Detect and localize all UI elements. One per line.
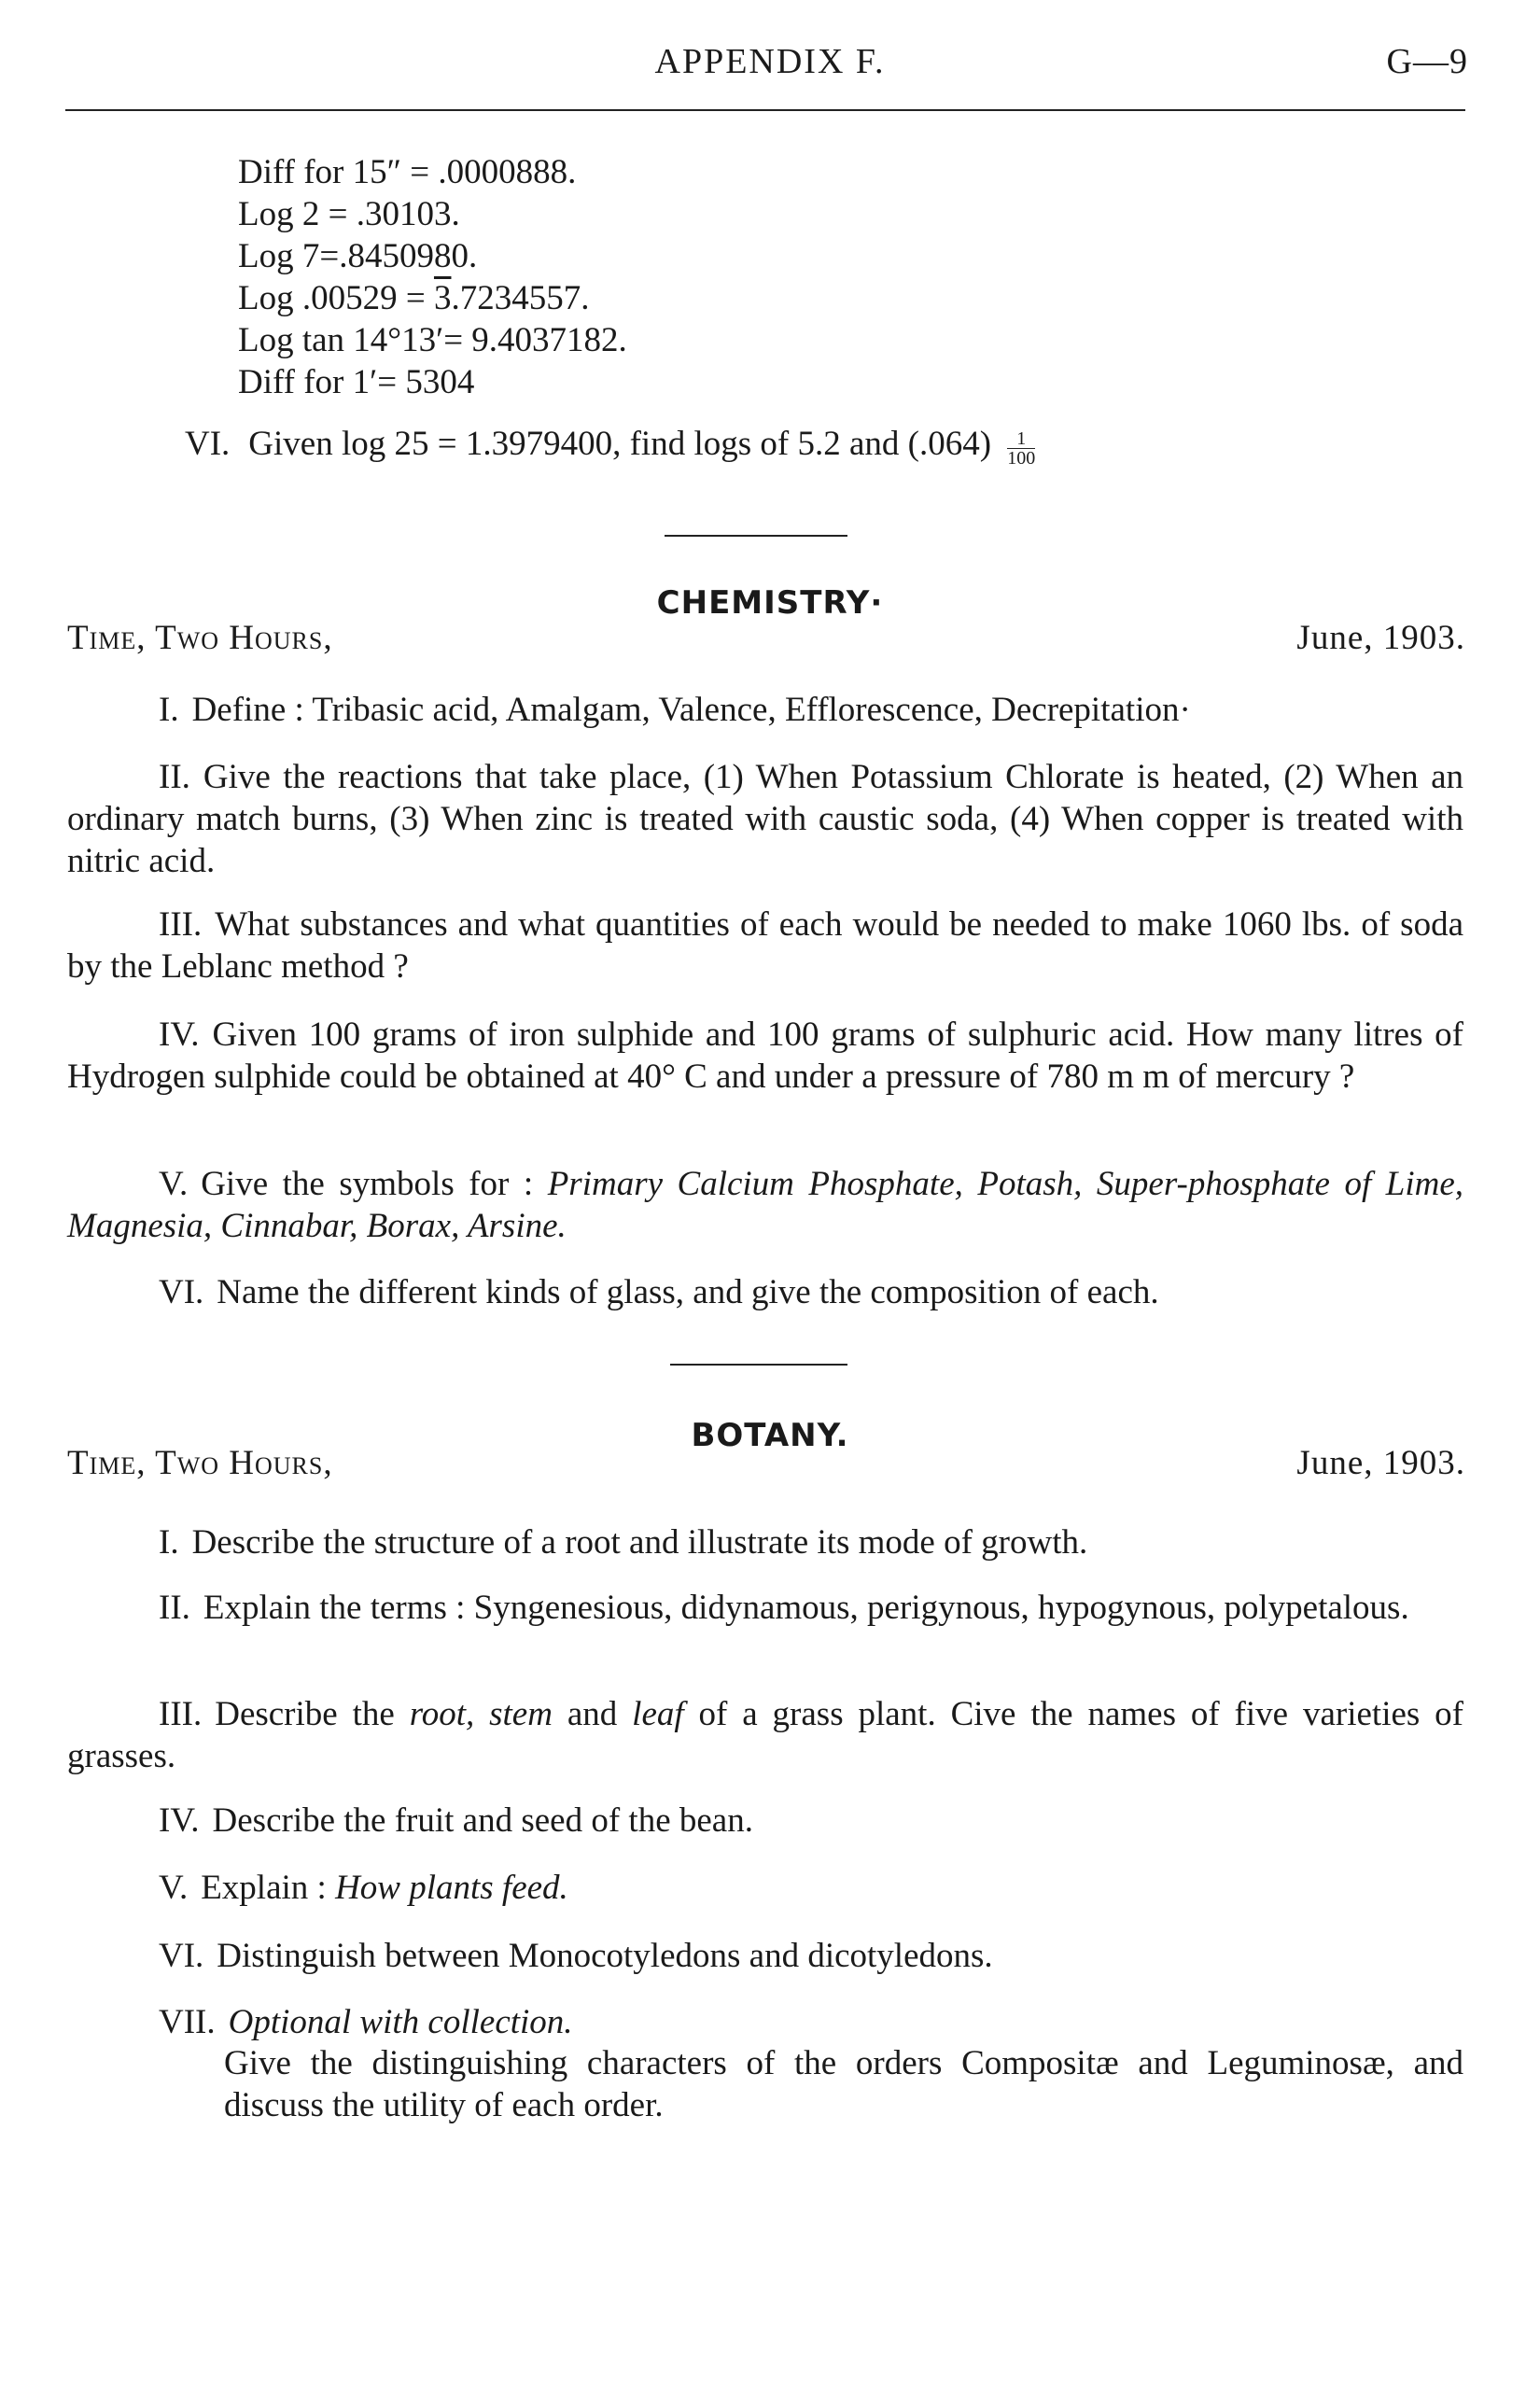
question-text: Name the different kinds of glass, and give the composition of each. [217,1273,1159,1311]
question-term: leaf [632,1695,684,1733]
question-number: VI. [159,1937,204,1975]
question-ii [67,756,1463,882]
question-number: V. [159,1869,189,1907]
question-i [67,689,1463,731]
question-term: root, stem [409,1695,553,1733]
bar-characteristic: 3 [433,279,452,317]
question-number: IV. [159,1801,200,1840]
question-text: Explain : [201,1869,327,1907]
question-text: Describe the fruit and seed of the bean. [212,1801,753,1840]
exam-date: June, 1903. [1296,619,1465,657]
log-line: Diff for 1′= 5304 [238,363,475,401]
question-iv [67,1014,1463,1098]
question-number: VI. [185,425,231,463]
question-text: Explain the terms : Syngenesious, didynamous, perigynous, hypogynous, polypetalous. [203,1589,1409,1627]
question-number: VII. [159,2003,216,2041]
question-text: Given log 25 = 1.3979400, find logs of 5.2 and (.064) [248,425,992,463]
question-vi-logs [185,424,1035,468]
question-text: Given 100 grams of iron sulphide and 100 grams of sulphuric acid. How many litres of Hydrogen sulphide could be obtained at 40° C and under a pressure of 780 m m of mercury ? [67,1016,1463,1096]
fraction-numerator: 1 [1007,429,1035,449]
log-line-mantissa: .7234557. [451,279,590,317]
exam-date: June, 1903. [1296,1444,1465,1482]
fraction-exponent [1007,429,1035,468]
section-title-botany: BOTANY. [691,1417,849,1454]
question-text: Give the symbols for : [201,1165,534,1203]
question-number: I. [159,691,179,729]
question-number: VI. [159,1273,204,1311]
question-iv [67,1800,1463,1842]
question-text: Give the reactions that take place, (1) When Potassium Chlorate is heated, (2) When an ordinary match burns, (3) When zinc is treated with caustic soda, (4) When copper is treated with nitric acid. [67,758,1463,880]
section-divider [670,1364,847,1366]
time-allowed: Time, Two Hours, [67,1444,333,1482]
header-rule [65,109,1465,111]
question-vi [67,1271,1463,1313]
question-number: II. [159,758,190,796]
question-iii [67,904,1463,988]
log-line: Log 2 = .30103. [238,195,460,233]
question-number: II. [159,1589,190,1627]
log-line-prefix: Log .00529 = [238,279,434,317]
question-text: What substances and what quantities of each would be needed to make 1060 lbs. of soda by the Leblanc method ? [67,905,1463,986]
question-vii-text [67,2042,1463,2126]
log-line: Log 7=.8450980. [238,237,478,275]
log-line [238,277,627,319]
question-text: and [567,1695,618,1733]
question-text: Describe the structure of a root and illustrate its mode of growth. [191,1523,1088,1562]
fraction-denominator: 100 [1007,448,1036,469]
question-ii [67,1587,1463,1629]
log-line: Log tan 14°13′= 9.4037182. [238,321,627,359]
log-table [238,151,627,403]
question-items: Primary Calcium Phosphate, Potash, Super-phosphate of Lime, Magnesia, Cinnabar, Borax, Arsine. [67,1165,1463,1245]
running-header-title: APPENDIX F. [654,42,886,81]
question-vii [67,2001,1463,2043]
question-vi [67,1935,1463,1977]
question-number: I. [159,1523,179,1562]
time-allowed: Time, Two Hours, [67,619,333,657]
question-v [67,1163,1463,1247]
question-text: of a grass plant. Cive the names of five varieties of grasses. [67,1695,1464,1775]
question-term: How plants feed. [335,1869,568,1907]
question-number: V. [159,1165,189,1203]
question-text: Describe the [215,1695,395,1733]
question-number: IV. [159,1016,200,1054]
question-term: Optional with collection. [228,2003,573,2041]
question-v [67,1867,1463,1909]
question-text: Give the distinguishing characters of the orders Compositæ and Leguminosæ, and discuss the utility of each order. [224,2044,1463,2124]
question-text: Distinguish between Monocotyledons and dicotyledons. [217,1937,993,1975]
question-number: III. [159,1695,203,1733]
question-i [67,1521,1463,1563]
log-line: Diff for 15″ = .0000888. [238,153,577,191]
section-divider [665,535,847,537]
page-number: G—9 [1386,42,1468,81]
question-number: III. [159,905,203,944]
section-title-chemistry: CHEMISTRY· [656,584,884,622]
question-iii [67,1693,1463,1777]
question-text: Define : Tribasic acid, Amalgam, Valence, Efflorescence, Decrepitation· [191,691,1191,729]
